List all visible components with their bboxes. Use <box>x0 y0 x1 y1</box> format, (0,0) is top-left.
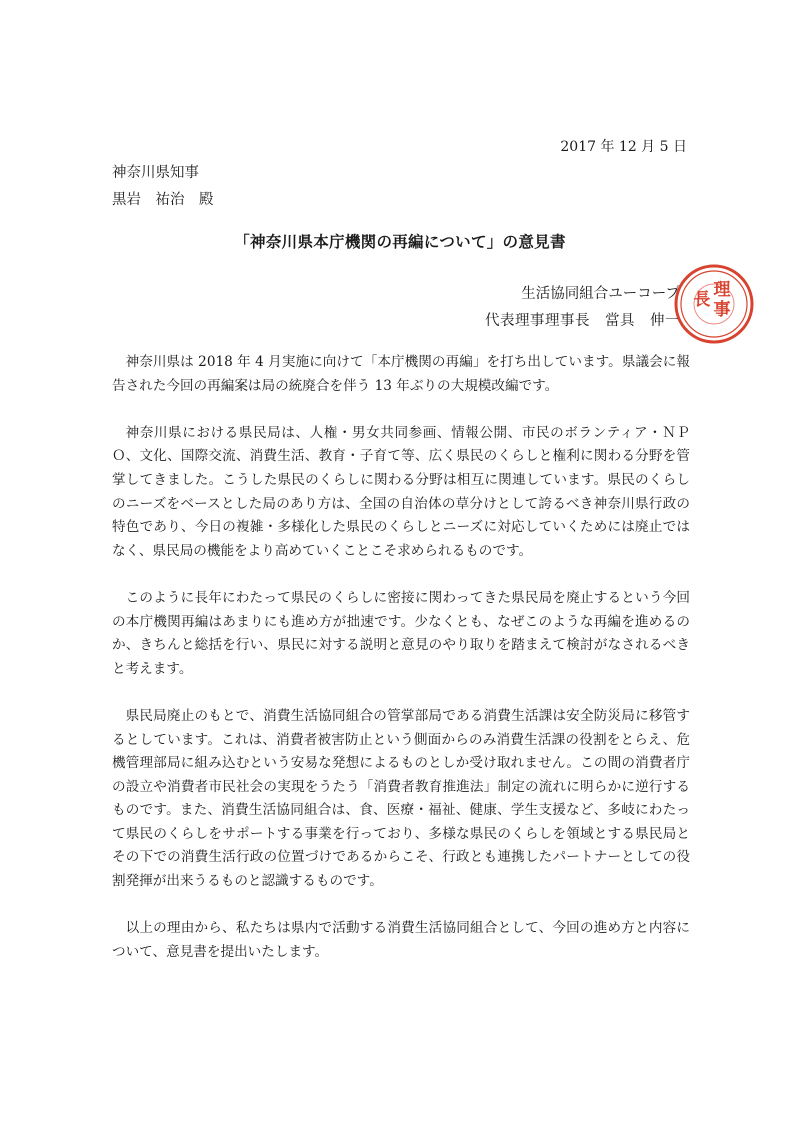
seal-stamp-icon <box>672 262 756 346</box>
sender-organization: 生活協同組合ユーコープ <box>521 286 680 302</box>
seal-char-3: 長 <box>693 290 711 310</box>
seal-char-2: 事 <box>713 300 731 320</box>
paragraph: 県民局廃止のもとで、消費生活協同組合の管掌部局である消費生活課は安全防災局に移管するとしています。これは、消費者被害防止という側面からのみ消費生活課の役割をとらえ、危機管理部局に組み込むという安易な発想によるものとしか受け取れません。この間の消費者庁の設立や消費者市民社会の実現をうたう「消費者教育推進法」制定の流れに明らかに逆行するものです。また、消費生活協同組合は、食、医療・福祉、健康、学生支援など、多岐にわたって県民のくらしをサポートする事業を行っており、多様な県民のくらしを領域とする県民局とその下での消費生活行政の位置づけであるからこそ、行政とも連携したパートナーとしての役割発揮が出来うるものと認識するものです。 <box>112 707 690 890</box>
sender-block <box>420 281 680 335</box>
sender-position-name: 代表理事理事長 當具 伸一 <box>485 313 680 329</box>
seal-char-1: 理 <box>713 280 731 300</box>
document-title: 「神奈川県本庁機関の再編について」の意見書 <box>234 232 566 251</box>
document-date: 2017 年 12 月 5 日 <box>560 139 687 155</box>
addressee-block <box>112 160 214 214</box>
paragraph: 神奈川県における県民局は、人権・男女共同参画、情報公開、市民のボランティア・ＮＰＯ、文化、国際交流、消費生活、教育・子育て等、広く県民のくらしと権利に関わる分野を管掌してきました。こうした県民のくらしに関わる分野は相互に関連しています。県民のくらしのニーズをベースとした局のあり方は、全国の自治体の草分けとして誇るべき神奈川県行政の特色であり、今日の複雑・多様化した県民のくらしとニーズに対応していくためには廃止ではなく、県民局の機能をより高めていくことこそ求められるものです。 <box>112 424 690 559</box>
paragraph: 神奈川県は 2018 年 4 月実施に向けて「本庁機関の再編」を打ち出しています。県議会に報告された今回の再編案は局の統廃合を伴う 13 年ぶりの大規模改編です。 <box>112 354 690 394</box>
addressee-name: 黒岩 祐治 殿 <box>112 192 214 208</box>
paragraph: 以上の理由から、私たちは県内で活動する消費生活協同組合として、今回の進め方と内容について、意見書を提出いたします。 <box>112 920 690 960</box>
addressee-title: 神奈川県知事 <box>112 165 199 181</box>
paragraph: このように長年にわたって県民のくらしに密接に関わってきた県民局を廃止するという今回の本庁機関再編はあまりにも進め方が拙速です。少なくとも、なぜこのような再編を進めるのか、きちんと総括を行い、県民に対する説明と意見のやり取りを踏まえて検討がなされるべきと考えます。 <box>112 589 690 677</box>
document-body <box>112 351 690 988</box>
